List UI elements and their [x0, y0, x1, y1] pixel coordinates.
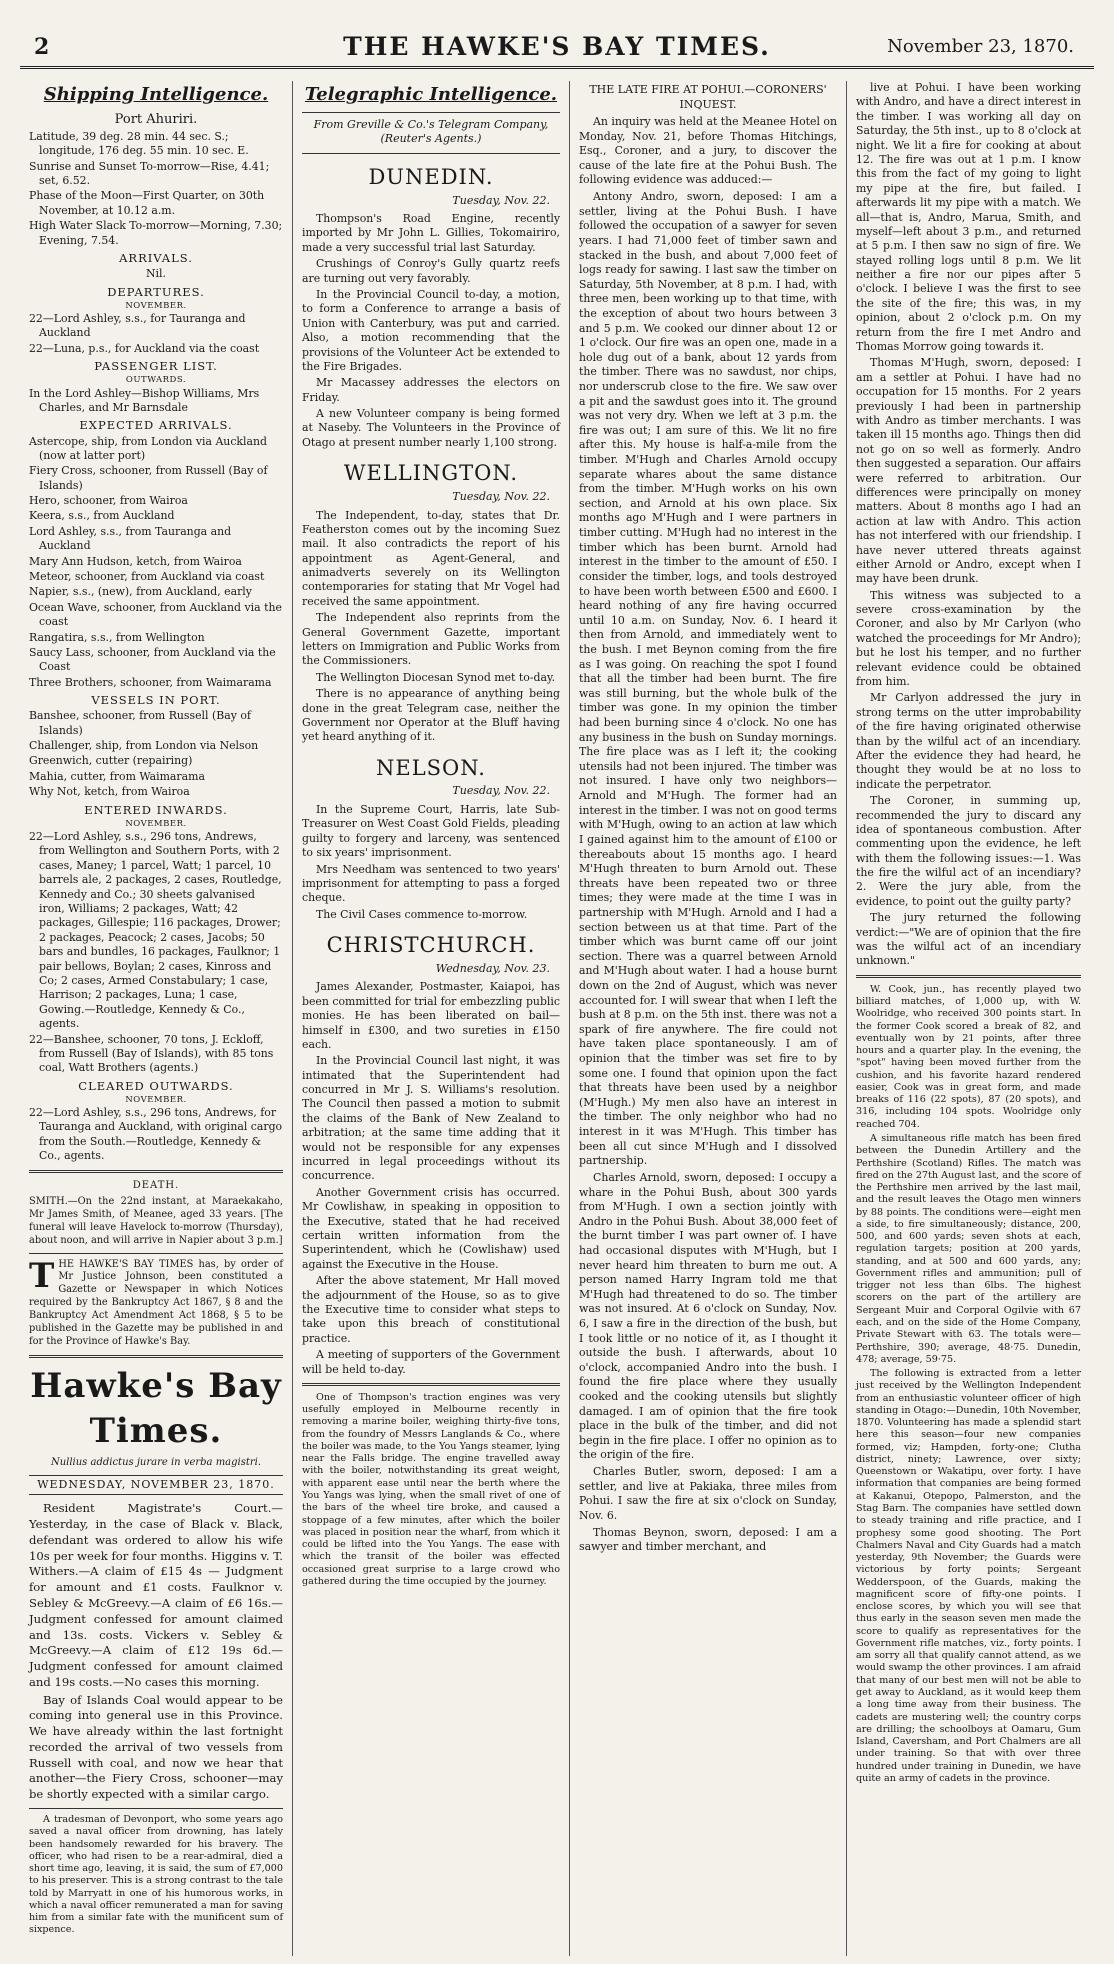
engine-story: One of Thompson's traction engines was very usefully employed in Melbourne recently in removing a marine boiler, weighing thirty-five tons, from the foundry of Messrs Langlands & Co., where the boiler was made, to the You Yangs steamer, lying near the Falls bridge. The engine travelled away with the boiler, notwithstanding its great weight, with apparent ease until near the berth where the You Yangs was lying, when the small rivet of one of the bars of the wheel tire broke, and caused a stoppage of a few minutes, after which the boiler was placed in position near the wharf, from which it could be lifted into the You Yangs. The ease with which the transit of the boiler was effected occasioned great surprise to a large crowd who gathered during the time occupied by the journey. [302, 1391, 560, 1587]
arrivals-title: ARRIVALS. [119, 251, 193, 266]
port-info-item: Latitude, 39 deg. 28 min. 44 sec. S.; longitude, 176 deg. 55 min. 10 sec. E. [29, 129, 249, 158]
inquest-headline: THE LATE FIRE AT POHUI.—CORONERS' INQUEST. [589, 83, 827, 111]
billiards-story: W. Cook, jun., has recently played two billiard matches, of 1,000 up, with W. Woolridge, who received 300 points start. In the former Cook scored a break of 82, and eventually won by 21 points, after three hours and a quarter play. In the evening, the "spot" having been moved further from the cushion, and his favorite hazard rendered easier, Cook was in great form, and made breaks of 116 (22 spots), 87 (20 spots), and 316, including 104 spots. Woolridge only reached 704. [856, 983, 1081, 1130]
expected-item: Rangatira, s.s., from Wellington [29, 630, 205, 644]
entered-title: ENTERED INWARDS. [84, 802, 228, 817]
telegraphic-heading: Telegraphic Intelligence. [304, 84, 558, 105]
column-continued [846, 81, 1090, 1956]
inquest-paragraph: Thomas M'Hugh, sworn, deposed: I am a settler at Pohui. I have had no occupation for 15 months. For 2 years previously I had been in partnership with Andro as timber merchants. I was taken ill 15 months ago. Things then did not go on so well as formerly. Andro then suggested a separation. Our affairs were referred to arbitration. Our differences were principally on money matters. About 8 months ago I had an action at law with Andro. This action has not interfered with our friendship. I have never uttered threats against either Arnold or Andro, except when I may have been drunk. [856, 356, 1081, 586]
dateline-place: WELLINGTON. [343, 461, 519, 486]
vessel-item: Challenger, ship, from London via Nelson [29, 739, 259, 753]
departures-month: NOVEMBER. [125, 300, 187, 311]
vessels-title: VESSELS IN PORT. [91, 693, 221, 708]
departure-item: 22—Lord Ashley, s.s., for Tauranga and Auckland [29, 311, 246, 340]
cleared-item: 22—Lord Ashley, s.s., 296 tons, Andrews, for Tauranga and Auckland, with original cargo from the South.—Routledge, Kennedy & Co., agents. [29, 1106, 283, 1163]
news-paragraph: After the above statement, Mr Hall moved the adjournment of the House, so as to give the Executive time to consider what steps to take upon this breach of constitutional practice. [302, 1274, 560, 1345]
expected-item: Meteor, schooner, from Auckland via coast [29, 570, 265, 584]
news-paragraph: A new Volunteer company is being formed at Naseby. The Volunteers in the Province of Otago at present number nearly 1,100 strong. [302, 407, 560, 449]
motto: Nullius addictus jurare in verba magistri. [50, 1456, 262, 1468]
arrivals-text: Nil. [146, 267, 166, 281]
port-name: Port Ahuriri. [114, 111, 198, 127]
passenger-title: PASSENGER LIST. [94, 359, 218, 374]
expected-title: EXPECTED ARRIVALS. [79, 418, 233, 433]
inquest-paragraph: Charles Butler, sworn, deposed: I am a settler, and live at Pakiaka, three miles from Pohui. I saw the fire at six o'clock on Sunday, Nov. 6. [579, 1465, 837, 1522]
port-info-item: Sunrise and Sunset To-morrow—Rise, 4.41; set, 6.52. [29, 159, 270, 188]
expected-item: Saucy Lass, schooner, from Auckland via the Coast [29, 645, 276, 674]
entered-item: 22—Lord Ashley, s.s., 296 tons, Andrews, from Wellington and Southern Ports, with 2 cases, Maney; 1 parcel, Watt; 1 parcel, 10 barrels ale, 2 packages, 2 cases, Routledge, Kennedy and Co.; 30 sheets galvanised iron, Williams; 2 packages, Watt; 42 packages, Gillespie; 116 packages, Drower; 2 packages, Peacock; 2 cases, Jacobs; 50 bars and bundles, 16 packages, Faulknor; 1 pair bellows, Boylan; 2 cases, Kinross and Co; 2 cases, Armed Constabulary; 1 case, Harrison; 2 packages, Luna; 1 case, Gowing.—Routledge, Kennedy & Co., agents. [29, 830, 282, 1031]
column-shipping [20, 81, 292, 1956]
issue-date-header: November 23, 1870. [887, 36, 1074, 57]
news-paragraph: Thompson's Road Engine, recently imported by Mr John L. Gillies, Tokomairiro, made a very successful trial last Saturday. [302, 212, 560, 254]
inquest-paragraph: Charles Arnold, sworn, deposed: I occupy a whare in the Pohui Bush, about 300 yards from M'Hugh. I own a section jointly with Andro in the Pohui Bush. About 38,000 feet of the burnt timber I was part owner of. I have had occasional disputes with M'Hugh, but I never heard him threaten to burn me out. A person named Harry Ingram told me that M'Hugh had threatened to do so. The timber was not insured. At 6 o'clock on Sunday, Nov. 6, I saw a fire in the direction of the bush, but I took little or no notice of it, as I thought it outside the bush. I afterwards, about 10 o'clock, accompanied Andro into the bush. I found the fire place where they usually cooked and the cooking utensils but slightly damaged. I am of opinion that the fire took place in the bulk of the timber, and did not begin in the fire place. I offer no opinion as to the origin of the fire. [579, 1170, 837, 1462]
dateline-date: Tuesday, Nov. 22. [452, 193, 550, 207]
divider [29, 1170, 283, 1173]
rifle-match-story: A simultaneous rifle match has been fired between the Dunedin Artillery and the Perthshire (Scotland) Rifles. The match was fired on the 27th August last, and the score of the Perthshire men arrived by the last mail, and the result leaves the Otago men winners by 88 points. The conditions were—eight men a side, to fire simultaneously; distance, 200, 500, and 600 yards; seven shots at each, regulation targets; position at 200 yards, standing, and at 500 and 600 yards, any; Government rifles and ammunition; pull of trigger not less than 6lbs. The highest scorers on the part of the artillery are Sergeant Muir and Corporal Ogilvie with 67 each, and on the side of the Home Company, Private Stewart with 63. The totals were—Perthshire, 390; average, 48·75. Dunedin, 478; average, 59·75. [856, 1133, 1081, 1365]
entered-month: NOVEMBER. [125, 818, 187, 829]
inquest-paragraph: This witness was subjected to a severe cross-examination by the Coroner, and also by Mr Carlyon (who watched the proceedings for Mr Andro); but he lost his temper, and no further relevant evidence could be obtained from him. [856, 588, 1081, 689]
news-paragraph: Another Government crisis has occurred. Mr Cowlishaw, in speaking in opposition to the Executive, stated that he had received certain written information from the Superintendent, which he (Cowlishaw) used against the Executive in the House. [302, 1185, 560, 1271]
news-paragraph: The Independent also reprints from the General Government Gazette, important letters on Immigration and Public Works from the Commissioners. [302, 611, 560, 668]
expected-item: Astercope, ship, from London via Auckland (now at latter port) [29, 434, 267, 462]
vessel-item: Banshee, schooner, from Russell (Bay of Islands) [29, 709, 251, 737]
inquest-paragraph: Thomas Beynon, sworn, deposed: I am a sawyer and timber merchant, and [579, 1525, 837, 1554]
cleared-month: NOVEMBER. [125, 1094, 187, 1105]
gazette-notice-text: HE HAWKE'S BAY TIMES has, by order of Mr Justice Johnson, been constituted a Gazette or Newspaper in which Notices required by the Bankruptcy Act 1867, § 8 and the Bankruptcy Act Amendment Act 1868, § 5 to be published in the Gazette may be published in and for the Province of Hawke's Bay. [29, 1258, 283, 1348]
cleared-title: CLEARED OUTWARDS. [78, 1078, 234, 1093]
port-info-item: Phase of the Moon—First Quarter, on 30th November, at 10.12 a.m. [29, 189, 265, 217]
expected-item: Mary Ann Hudson, ketch, from Wairoa [29, 554, 242, 568]
divider [29, 1253, 283, 1254]
news-paragraph: The Civil Cases commence to-morrow. [316, 907, 528, 921]
vessel-item: Greenwich, cutter (repairing) [29, 754, 193, 768]
news-paragraph: Crushings of Conroy's Gully quartz reefs are turning out very favorably. [302, 257, 560, 285]
masthead [20, 30, 1094, 69]
dateline-place: DUNEDIN. [368, 164, 494, 189]
article-paragraph: Bay of Islands Coal would appear to be coming into general use in this Province. We have already within the last fortnight recorded the arrival of two vessels from Russell with coal, and now we hear that another—the Fiery Cross, schooner—may be shortly expected with a similar cargo. [29, 1692, 283, 1802]
inquest-paragraph: An inquiry was held at the Meanee Hotel on Monday, Nov. 21, before Thomas Hitchings, Esq., Coroner, and a jury, to discover the cause of the late fire at the Pohui Bush. The following evidence was adduced:— [579, 115, 837, 187]
news-paragraph: In the Supreme Court, Harris, late Sub-Treasurer on West Coast Gold Fields, pleading guilty to forgery and larceny, was sentenced to six years' imprisonment. [302, 802, 560, 860]
dateline-place: CHRISTCHURCH. [326, 933, 536, 958]
entered-item: 22—Banshee, schooner, 70 tons, J. Eckloff, from Russell (Bay of Islands), with 85 tons coal, Watt Brothers (agents.) [29, 1032, 274, 1075]
column-telegraphic [292, 81, 569, 1956]
news-paragraph: A meeting of supporters of the Government will be held to-day. [302, 1348, 560, 1376]
dateline-date: Wednesday, Nov. 23. [435, 961, 550, 975]
death-title: DEATH. [132, 1179, 180, 1191]
page-number: 2 [34, 34, 50, 60]
paper-title: Hawke's Bay Times. [30, 1365, 282, 1451]
departure-item: 22—Luna, p.s., for Auckland via the coast [29, 341, 260, 355]
dateline-date: Tuesday, Nov. 22. [452, 784, 550, 798]
inquest-paragraph: Mr Carlyon addressed the jury in strong terms on the utter improbability of the fire having originated otherwise than by the wilful act of an incendiary. After the evidence they had heard, he thought they would be at no loss to indicate the perpetrator. [856, 691, 1081, 791]
divider [302, 112, 560, 113]
expected-item: Napier, s.s., (new), from Auckland, early [29, 585, 252, 599]
volunteer-story: The following is extracted from a letter just received by the Wellington Independent from an enthusiastic volunteer officer of high standing in Otago:—Dunedin, 10th November, 1870. Volunteering has made a splendid start here this season—four new companies formed, viz; Hampden, forty-one; Clutha district, ninety; Lawrence, over sixty; Queenstown or Wakatipu, over forty. I have information that companies are being formed at Kakanui, Otepopo, Palmerston, and the Stag Barn. The companies have settled down to steady training and rifle practice, and I prophesy some good shooting. The Port Chalmers Naval and City Guards had a match yesterday, 9th November; the Guards were victorious by forty points; Sergeant Wedderspoon, of the Guards, making the magnificent score of fifty-one points. I enclose scores, by which you will see that thus early in the season seven men made the score to qualify as representatives for the Government rifle matches, viz., forty points. I am sorry all that qualify cannot attend, as we would swamp the other provinces. I am afraid that many of our best men will not be able to get away to Auckland, as it would keep them a long time away from their business. The cadets are mustering well; the country corps are drilling; the schoolboys at Oamaru, Gum Island, Caversham, and Port Chalmers are all under training. So that with over three hundred under training in Dunedin, we have quite an army of cadets in the province. [856, 1368, 1082, 1784]
news-paragraph: Mrs Needham was sentenced to two years' imprisonment for attempting to pass a forged cheque. [302, 862, 560, 905]
expected-item: Fiery Cross, schooner, from Russell (Bay of Islands) [29, 464, 268, 492]
port-info-item: High Water Slack To-morrow—Morning, 7.30; Evening, 7.54. [29, 219, 283, 247]
divider [29, 1808, 283, 1809]
expected-item: Keera, s.s., from Auckland [29, 509, 175, 523]
news-paragraph: The Wellington Diocesan Synod met to-day. [316, 670, 556, 684]
port-info-list [29, 130, 283, 248]
news-paragraph: In the Provincial Council last night, it was intimated that the Superintendent had concurred in Mr J. S. Williams's resolution. The Council then passed a motion to submit the claims of the Bank of New Zealand to arbitration; at the same time adding that it would not be responsible for any expenses incurred in legal proceedings without its concurrence. [302, 1054, 560, 1183]
vessel-item: Mahia, cutter, from Waimarama [29, 769, 205, 783]
drop-cap: T [29, 1255, 55, 1296]
divider [29, 1355, 283, 1358]
inquest-paragraph: The jury returned the following verdict:—"We are of opinion that the fire was the wilful act of an incendiary unknown." [856, 911, 1081, 968]
dateline-place: NELSON. [376, 755, 486, 780]
divider [856, 975, 1081, 978]
issue-date: WEDNESDAY, NOVEMBER 23, 1870. [29, 1475, 283, 1496]
passenger-list: In the Lord Ashley—Bishop Williams, Mrs Charles, and Mr Barnsdale [29, 386, 260, 414]
shipping-heading: Shipping Intelligence. [43, 84, 269, 105]
dateline-date: Tuesday, Nov. 22. [452, 489, 550, 503]
column-inquest [569, 81, 846, 1956]
divider [302, 1383, 560, 1386]
departures-title: DEPARTURES. [107, 284, 205, 299]
news-paragraph: The Independent, to-day, states that Dr. Featherston comes out by the incoming Suez mail. It also contradicts the report of his appointment as Agent-General, and animadverts severely on its Wellington contemporaries for stating that Mr Vogel had received the same appointment. [302, 508, 560, 608]
inquest-paragraph: Antony Andro, sworn, deposed: I am a settler, living at the Pohui Bush. I have followed the occupation of a sawyer for seven years. I had 71,000 feet of timber sawn and stacked in the bush, and about 7,000 feet of logs ready for sawing. I last saw the timber on Saturday, 5th November, at 8 p.m. I had, with three men, been working up to that time, with the exception of about two hours between 3 and 5 p.m. We cooked our dinner about 12 or 1 o'clock. Our fire was an open one, made in a hole dug out of a bank, about 12 yards from the timber. There was no sawdust, nor chips, nor underscrub close to the fire. We saw over a pit and the sawdust goes into it. The ground was not very dry. When we left at 3 p.m. the fire was out; I am sure of this. We lit no fire after this. My house is half-a-mile from the timber. M'Hugh and Charles Arnold occupy separate whares about the same distance from the timber. M'Hugh works on his own section, and Arnold at his own place. Six months ago M'Hugh and I were partners in timber cutting. M'Hugh had no interest in the timber which has been burnt. Arnold had interest in the timber to the amount of £50. I consider the timber, logs, and tools destroyed to have been worth between £500 and £600. I heard nothing of any fire having occurred until 10 a.m. on Sunday, Nov. 6. I heard it then from Arnold, and immediately went to the bush. I met Beynon coming from the fire as I was going. On reaching the spot I found that all the timber had been burnt. The fire was still burning, but the whole bulk of the timber was gone. In my opinion the timber had been burning since 4 o'clock. No one has any business in the bush on Sunday mornings. The fire place was as I left it; the cooking utensils had not been injured. The timber was not insured. I have only two neighbors—Arnold and M'Hugh. The former had an interest in the timber. I was not on good terms with M'Hugh, owing to an action at law which I gained against him to the amount of £100 or thereabouts about 15 months ago. I heard M'Hugh threaten to burn Arnold out. These threats have been repeated two or three times; they were made at the time I was in partnership with M'Hugh. Arnold and I had a section between us at that time. Part of the timber which was burnt came off our joint section. There was a quarrel between Arnold and M'Hugh about water. I had a house burnt down on the 2nd of August, which was never accounted for. I will swear that when I left the bush at 8 p.m. on the 5th inst. there was not a spark of fire anywhere. The fire could not have taken place spontaneously. I am of opinion that the timber was set fire to by some one. I found that opinion upon the fact that threats have been used by a neighbor (M'Hugh.) My men also have an interest in the timber. The only neighbor who had no interest in it was M'Hugh. This timber has been all cut since M'Hugh and I dissolved partnership. [579, 190, 837, 1168]
article-paragraph: Resident Magistrate's Court.—Yesterday, in the case of Black v. Black, defendant was ordered to allow his wife 10s per week for four months. Higgins v. T. Withers.—A claim of £15 4s — Judgment for amount and £1 costs. Faulknor v. Sebley & McGreevy.—A claim of £6 16s.—Judgment confessed for amount claimed and 13s. costs. Vickers v. Sebley & McGreevy.—A claim of £12 19s 6d.—Judgment confessed for amount claimed and 19s costs.—No cases this morning. [29, 1501, 283, 1689]
inquest-paragraph: The Coroner, in summing up, recommended the jury to discard any idea of spontaneous combustion. After commenting upon the evidence, he left with them the following issues:—1. Was the fire the wilful act of an incendiary? 2. Were the jury able, from the evidence, to point out the guilty party? [856, 794, 1081, 908]
news-paragraph: James Alexander, Postmaster, Kaiapoi, has been committed for trial for embezzling public monies. He has been liberated on bail—himself in £300, and two sureties in £150 each. [302, 980, 560, 1051]
vessel-item: Why Not, ketch, from Wairoa [29, 785, 190, 799]
expected-item: Lord Ashley, s.s., from Tauranga and Auckland [29, 524, 232, 553]
news-paragraph: Mr Macassey addresses the electors on Friday. [302, 376, 560, 404]
newspaper-title: THE HAWKE'S BAY TIMES. [343, 32, 771, 61]
death-notice: SMITH.—On the 22nd instant, at Maraekakaho, Mr James Smith, of Meanee, aged 33 years. [The funeral will leave Havelock to-morrow (Thursday), about noon, and will arrive in Napier about 3 p.m.] [29, 1195, 283, 1246]
news-paragraph: There is no appearance of anything being done in the great Telegram case, neither the Government nor Operator at the Bluff having yet heard anything of it. [302, 687, 560, 744]
divider [302, 153, 560, 154]
gazette-notice [29, 1255, 283, 1349]
expected-item: Hero, schooner, from Wairoa [29, 494, 188, 508]
news-paragraph: In the Provincial Council to-day, a motion, to form a Conference to arrange a basis of Union with Canterbury, was put and carried. Also, a motion recommending that the provisions of the Volunteer Act be extended to the Fire Brigades. [302, 287, 560, 373]
passenger-sub: OUTWARDS. [125, 375, 187, 386]
tradesman-story: A tradesman of Devonport, who some years ago saved a naval officer from drowning, has lately been handsomely rewarded for his bravery. The officer, who had risen to be a rear-admiral, died a short time ago, leaving, it is said, the sum of £7,000 to his preserver. This is a strong contrast to the tale told by Marryatt in one of his humorous works, in which a naval officer remunerated a man for saving him from a similar fate with the munificent sum of sixpence. [29, 1813, 283, 1936]
telegram-source: From Greville & Co.'s Telegram Company, (Reuter's Agents.) [313, 117, 549, 146]
expected-item: Ocean Wave, schooner, from Auckland via the coast [29, 600, 282, 629]
inquest-paragraph: live at Pohui. I have been working with Andro, and have a direct interest in the timber. I was working all day on Saturday, the 5th inst., up to 8 o'clock at night. We lit a fire for cooking at about 12. The fire was out at 1 p.m. I know this from the fact of my going to light my pipe at the fire, but failed. I afterwards lit my pipe with a match. We all—that is, Andro, Marua, Smith, and myself—left about 3 p.m., and returned at 5 p.m. I then saw no sign of fire. We stayed rolling logs until 8 p.m. We lit neither a fire nor our pipes after 5 o'clock. I believe I was the first to see the site of the fire; this was, in my opinion, about 2 o'clock p.m. On my return from the fire I met Andro and Thomas Morrow going towards it. [856, 81, 1081, 354]
expected-item: Three Brothers, schooner, from Waimarama [29, 675, 272, 689]
